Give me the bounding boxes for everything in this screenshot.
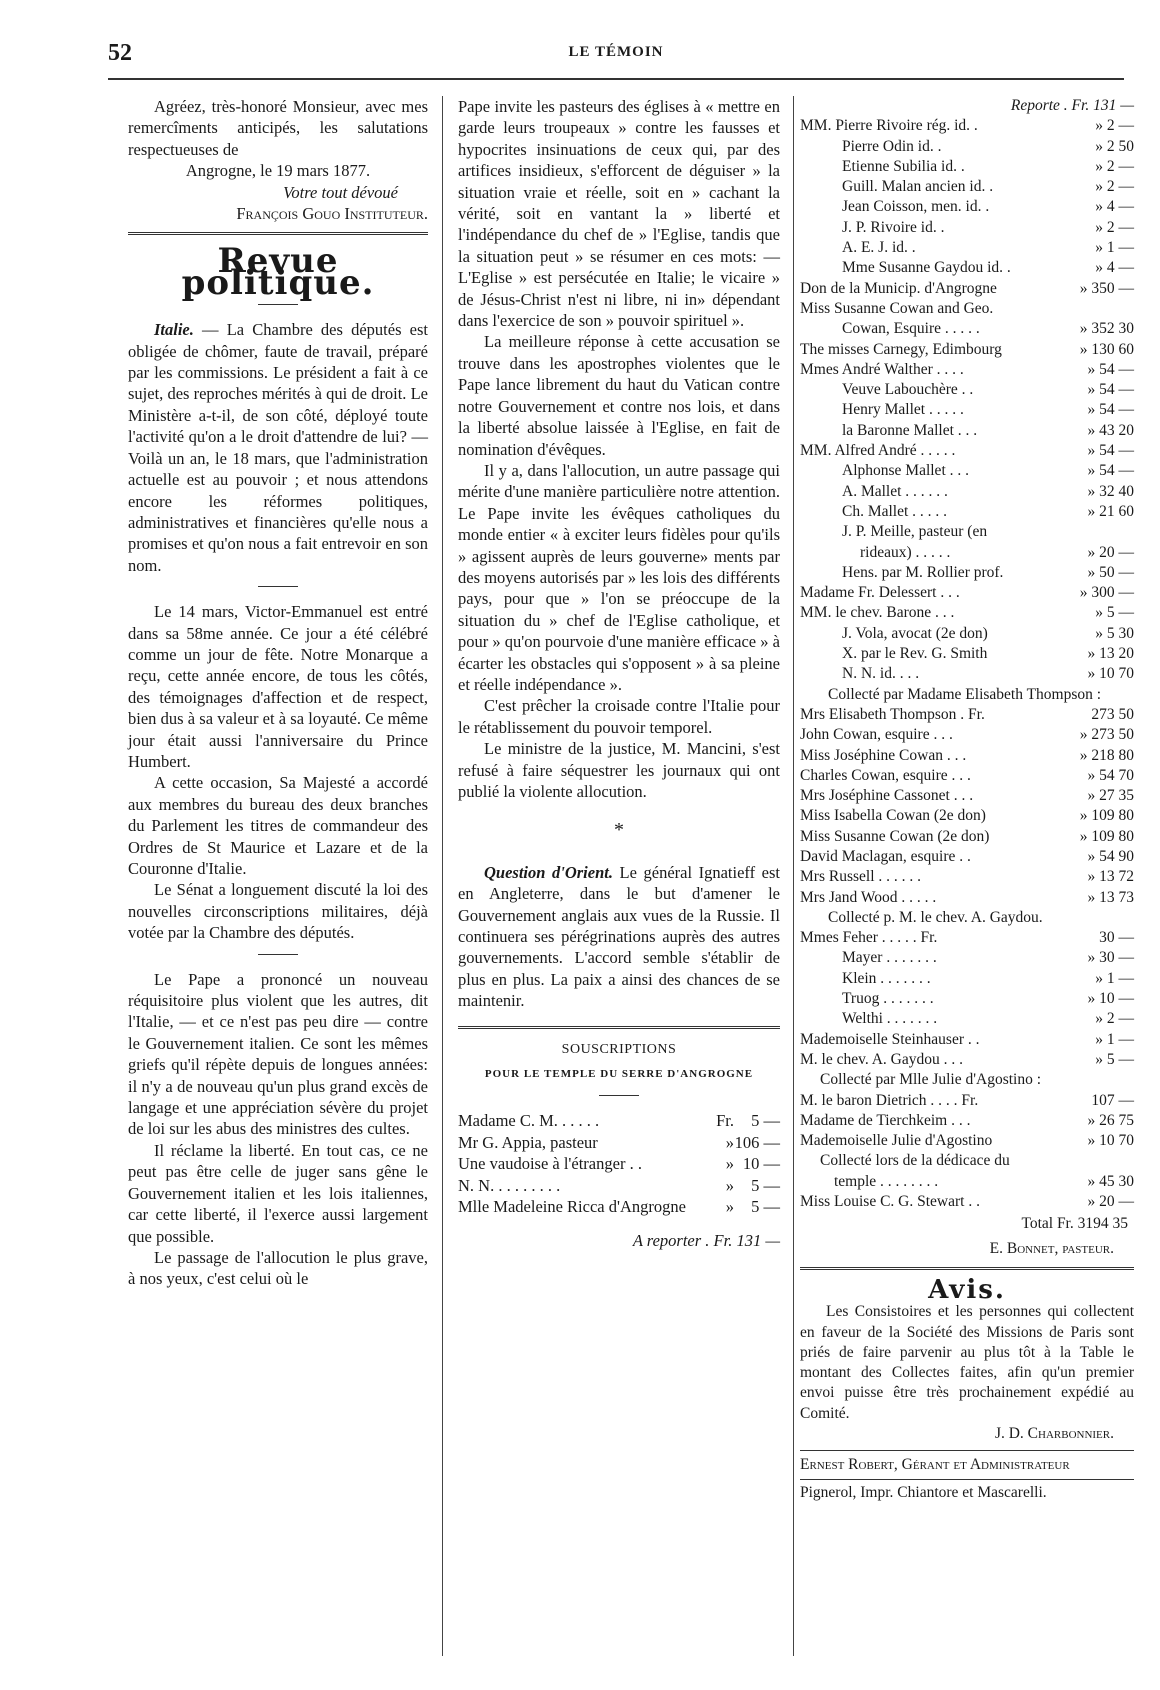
list-item: John Cowan, esquire . . . » 273 50: [800, 726, 1134, 744]
list-item: Madame C. M. . . . . . Fr. 5 —: [458, 1111, 780, 1131]
list-item: Miss Louise C. G. Stewart . . » 20 —: [800, 1193, 1134, 1211]
paragraph-pape-1: Le Pape a prononcé un nouveau réquisitoire plus violent que les autres, dit l'Italie, — et ce n'est pas peu dire — contre le Gouvernement italien. Ce sont les mêmes griefs qu'il répète depuis de longues années: il n'y a de nouveau qu'un plus grand excès de langage et une appréciation sévère du projet de loi sur les abus des ministres des cultes.: [128, 969, 428, 1139]
list-item: J. P. Rivoire id. . » 2 —: [842, 218, 1134, 236]
column-divider-1: [442, 96, 443, 1656]
souscriptions-title: SOUSCRIPTIONS: [561, 1041, 677, 1057]
thompson-list: [800, 705, 1134, 908]
short-rule: [258, 304, 298, 305]
page-header: [108, 40, 1124, 66]
paragraph-autre-passage: Il y a, dans l'allocution, un autre passage qui mérite d'une manière particulière notre attention. Le Pape invite les évêques catholiques du monde entier « à exciter leurs fidèles pour qu'ils » agissent auprès de leurs gouverne» ments par des moyens autorisés par » les lois des différents pays, pour que » l'on se préoccupe de la situation du » chef de l'Eglise catholique, et pour » qu'on pourvoie d'une manière efficace » à écarter les obstacles qui s'opposent » à sa pleine et réelle indépendance ».: [458, 460, 780, 694]
reporter-line: A reporter . Fr. 131 —: [632, 1230, 780, 1250]
list-item: Une vaudoise à l'étranger . . » 10 —: [458, 1154, 780, 1174]
souscriptions-subtitle: POUR LE TEMPLE DU SERRE D'ANGROGNE: [484, 1068, 754, 1081]
dedicace-list: [800, 1172, 1134, 1213]
list-item: Pierre Odin id. . » 2 50: [842, 137, 1134, 155]
list-item: Charles Cowan, esquire . . . » 54 70: [800, 766, 1134, 784]
avis-text: Les Consistoires et les personnes qui collectent en faveur de la Société des Missions de Paris sont priés de faire parvenir au plus tôt à la Table le montant des Collectes faites, afin qu'un premier envoi puisse être très prochainement expédié au Comité.: [800, 1303, 1134, 1422]
list-item: Mmes André Walther . . . . » 54 —: [800, 360, 1134, 378]
section-title: Revue politique.: [181, 241, 375, 303]
list-item: Madame de Tierchkeim . . . » 26 75: [800, 1111, 1134, 1129]
imprint: [800, 1450, 1134, 1503]
list-item: Mayer . . . . . . . » 30 —: [842, 949, 1134, 967]
list-item: Hens. par M. Rollier prof. » 50 —: [842, 563, 1134, 581]
paragraph-orient: [458, 862, 780, 1012]
paragraph-quote-1: Pape invite les pasteurs des églises à « mettre en garde leurs troupeaux » contre les fausses et hypocrites insinuations de ceux qui, par des artifices insidieux, s'efforcent de déguiser » la situation vraie et réelle, soit en » cachant la vérité, soit en vantant la » liberté et l'indépendance du chef de » l'Eglise, tandis que la situation peut » se résumer en ces mots: — L'Eglise » est persécutée en Italie; le vicaire » de Jésus-Christ n'est ni libre, ni in» dépendant dans l'exercice de son » pouvoir spirituel ».: [458, 97, 780, 331]
column-1: [128, 96, 428, 1290]
list-item: MM. Alfred André . . . . . » 54 —: [800, 442, 1134, 460]
list-item: Mademoiselle Steinhauser . . » 1 —: [800, 1030, 1134, 1048]
list-item: Alphonse Mallet . . . » 54 —: [842, 462, 1134, 480]
list-item: Madame Fr. Delessert . . . » 300 —: [800, 584, 1134, 602]
avis-signature: J. D. Charbonnier.: [994, 1425, 1114, 1442]
list-item: Mrs Jand Wood . . . . . » 13 73: [800, 888, 1134, 906]
header-rule: [108, 78, 1124, 80]
orient-lead: Question d'Orient.: [484, 862, 613, 882]
list-item: Miss Joséphine Cowan . . . » 218 80: [800, 746, 1134, 764]
list-item: Mr G. Appia, pasteur » 106 —: [458, 1132, 780, 1152]
agostino-list: [800, 1091, 1134, 1152]
list-item: Ch. Mallet . . . . . » 21 60: [842, 502, 1134, 520]
list-item: Mrs Russell . . . . . . » 13 72: [800, 868, 1134, 886]
list-item: N. N. id. . . . » 10 70: [842, 665, 1134, 683]
column-2: [458, 96, 780, 1251]
section-rule: [800, 1267, 1134, 1270]
column-3: [800, 96, 1134, 1503]
list-item: Etienne Subilia id. . » 2 —: [842, 157, 1134, 175]
paragraph-italie: [128, 319, 428, 576]
italie-lead: Italie.: [154, 320, 194, 340]
list-item: Mmes Feher . . . . . Fr. 30 —: [800, 929, 1134, 947]
avis-title: Avis.: [928, 1274, 1006, 1305]
list-item: Guill. Malan ancien id. . » 2 —: [842, 178, 1134, 196]
donation-list: [800, 116, 1134, 684]
list-item: Mademoiselle Julie d'Agostino » 10 70: [800, 1132, 1134, 1150]
list-item: J. Vola, avocat (2e don) » 5 30: [842, 624, 1134, 642]
paragraph-croisade: C'est prêcher la croisade contre l'Italie pour le rétablissement du pouvoir temporel.: [458, 696, 780, 737]
italie-text: — La Chambre des députés est obligée de chômer, faute de travail, préparé par les commissions. Le président a fait à ce sujet, des reproches mérités à qui de droit. Le Ministère a-t-il, de son côté, déployé toute l'activité qu'on a le droit d'attendre de lui? — Voilà un an, le 18 mars, que l'administration actuelle est au pouvoir ; et nous attendons encore les réformes politiques, administratives et financières qu'elle nous a promises et qu'on nous a fait entrevoir en son nom.: [128, 320, 428, 575]
list-item: Mrs Joséphine Cassonet . . . » 27 35: [800, 787, 1134, 805]
total-line: Total Fr. 3194 35: [1021, 1215, 1128, 1233]
paragraph-pape-2: Il réclame la liberté. En tout cas, ce ne peut pas être celle de juger sans gêne le Gouvernement italien et les lois italiennes, car cette liberté, il l'exerce aussi largement que possible.: [128, 1140, 428, 1246]
collecte-dedicace-heading: Collecté lors de la dédicace du: [820, 1152, 1010, 1170]
list-item: The misses Carnegy, Edimbourg » 130 60: [800, 340, 1134, 358]
signed-line: E. Bonnet, pasteur.: [989, 1239, 1114, 1257]
list-item: David Maclagan, esquire . . » 54 90: [800, 847, 1134, 865]
separator-star: *: [614, 819, 624, 842]
list-item: Cowan, Esquire . . . . . » 352 30: [842, 320, 1134, 338]
list-item: Henry Mallet . . . . . » 54 —: [842, 401, 1134, 419]
list-item: MM. Pierre Rivoire rég. id. . » 2 —: [800, 117, 1134, 135]
imprint-line-1: Ernest Robert, Gérant et Administrateur: [800, 1456, 1070, 1474]
collecte-agostino-heading: Collecté par Mlle Julie d'Agostino :: [820, 1071, 1042, 1089]
paragraph-occasion: A cette occasion, Sa Majesté a accordé aux membres du bureau des deux branches du Parlement les titres de commandeur des Ordres de St Maurice et Lazare et de la Couronne d'Italie.: [128, 773, 428, 878]
page-number: 52: [108, 40, 132, 66]
list-item: Truog . . . . . . . » 10 —: [842, 990, 1134, 1008]
paragraph-victor-emmanuel: Le 14 mars, Victor-Emmanuel est entré dans sa 58me année. Ce jour a été célébré comme un jour de fête. Notre Monarque a reçu, cette année encore, de tous les côtés, des témoignages d'affection et de respect, bien dus à sa valeur et à sa loyauté. Ce même jour était aussi l'anniversaire du Prince Humbert.: [128, 602, 428, 771]
paragraph-senat: Le Sénat a longuement discuté la loi des nouvelles circonscriptions militaires, déjà votée par la Chambre des députés.: [128, 880, 428, 943]
list-item: Welthi . . . . . . . » 2 —: [842, 1010, 1134, 1028]
list-item: la Baronne Mallet . . . » 43 20: [842, 421, 1134, 439]
list-item: Mlle Madeleine Ricca d'Angrogne » 5 —: [458, 1197, 780, 1217]
list-item: X. par le Rev. G. Smith » 13 20: [842, 645, 1134, 663]
letter-closing: Agréez, très-honoré Monsieur, avec mes remercîments anticipés, les salutations respectueuses de: [128, 97, 428, 159]
list-item: rideaux) . . . . . » 20 —: [860, 543, 1134, 561]
section-rule: [128, 232, 428, 235]
collecte-gaydou-heading: Collecté p. M. le chev. A. Gaydou.: [828, 908, 1043, 926]
short-rule: [258, 586, 298, 587]
list-item: Mrs Elisabeth Thompson . Fr. 273 50: [800, 705, 1134, 723]
list-item: MM. le chev. Barone . . . » 5 —: [800, 604, 1134, 622]
list-item: M. le chev. A. Gaydou . . . » 5 —: [800, 1050, 1134, 1068]
section-rule: [458, 1026, 780, 1029]
short-rule: [599, 1095, 639, 1096]
list-item: N. N. . . . . . . . . » 5 —: [458, 1175, 780, 1195]
imprint-line-2: Pignerol, Impr. Chiantore et Mascarelli.: [800, 1479, 1134, 1503]
gaydou-list: [800, 928, 1134, 1070]
list-item: A. Mallet . . . . . . » 32 40: [842, 482, 1134, 500]
letter-place-date: Angrogne, le 19 mars 1877.: [185, 161, 371, 181]
letter-signature: François Gouo Instituteur.: [236, 204, 428, 224]
list-item: Miss Isabella Cowan (2e don) » 109 80: [800, 807, 1134, 825]
paragraph-ministre: Le ministre de la justice, M. Mancini, s'est refusé à faire séquestrer les journaux qui ont publié la violente allocution.: [458, 739, 780, 801]
paragraph-reponse: La meilleure réponse à cette accusation se trouve dans les apostrophes violentes que le Pape lance librement du haut du Vatican contre notre Gouvernement et contre nos lois, et dans la liberté absolue laissée à l'Eglise, en fait de nomination d'évêques.: [458, 332, 780, 459]
orient-text: Le général Ignatieff est en Angleterre, dans le but d'amener le Gouvernement anglais aux vues de la Russie. Il continuera ses pérégrinations auprès des autres gouvernements. L'accord semble s'établir de plus en plus. La paix a ainsi des chances de se maintenir.: [458, 862, 780, 1011]
list-item: A. E. J. id. . » 1 —: [842, 239, 1134, 257]
reporte-line: Reporte . Fr. 131 —: [1010, 97, 1134, 114]
list-item: M. le baron Dietrich . . . . Fr. 107 —: [800, 1091, 1134, 1109]
letter-signoff: Votre tout dévoué: [283, 182, 398, 202]
collecte-thompson-heading: Collecté par Madame Elisabeth Thompson :: [828, 685, 1102, 703]
paragraph-pape-3: Le passage de l'allocution le plus grave, à nos yeux, c'est celui où le: [128, 1247, 428, 1289]
list-item: J. P. Meille, pasteur (en: [842, 523, 988, 541]
list-item: Don de la Municip. d'Angrogne » 350 —: [800, 279, 1134, 297]
list-item: Veuve Labouchère . . » 54 —: [842, 381, 1134, 399]
list-item: Miss Susanne Cowan and Geo.: [800, 299, 994, 317]
list-item: Klein . . . . . . . » 1 —: [842, 969, 1134, 987]
list-item: Jean Coisson, men. id. . » 4 —: [842, 198, 1134, 216]
souscriptions-list: [458, 1110, 780, 1217]
column-divider-2: [793, 96, 794, 1656]
running-title: LE TÉMOIN: [568, 44, 664, 60]
list-item: Miss Susanne Cowan (2e don) » 109 80: [800, 827, 1134, 845]
list-item: temple . . . . . . . . » 45 30: [834, 1172, 1134, 1190]
short-rule: [258, 954, 298, 955]
list-item: Mme Susanne Gaydou id. . » 4 —: [842, 259, 1134, 277]
